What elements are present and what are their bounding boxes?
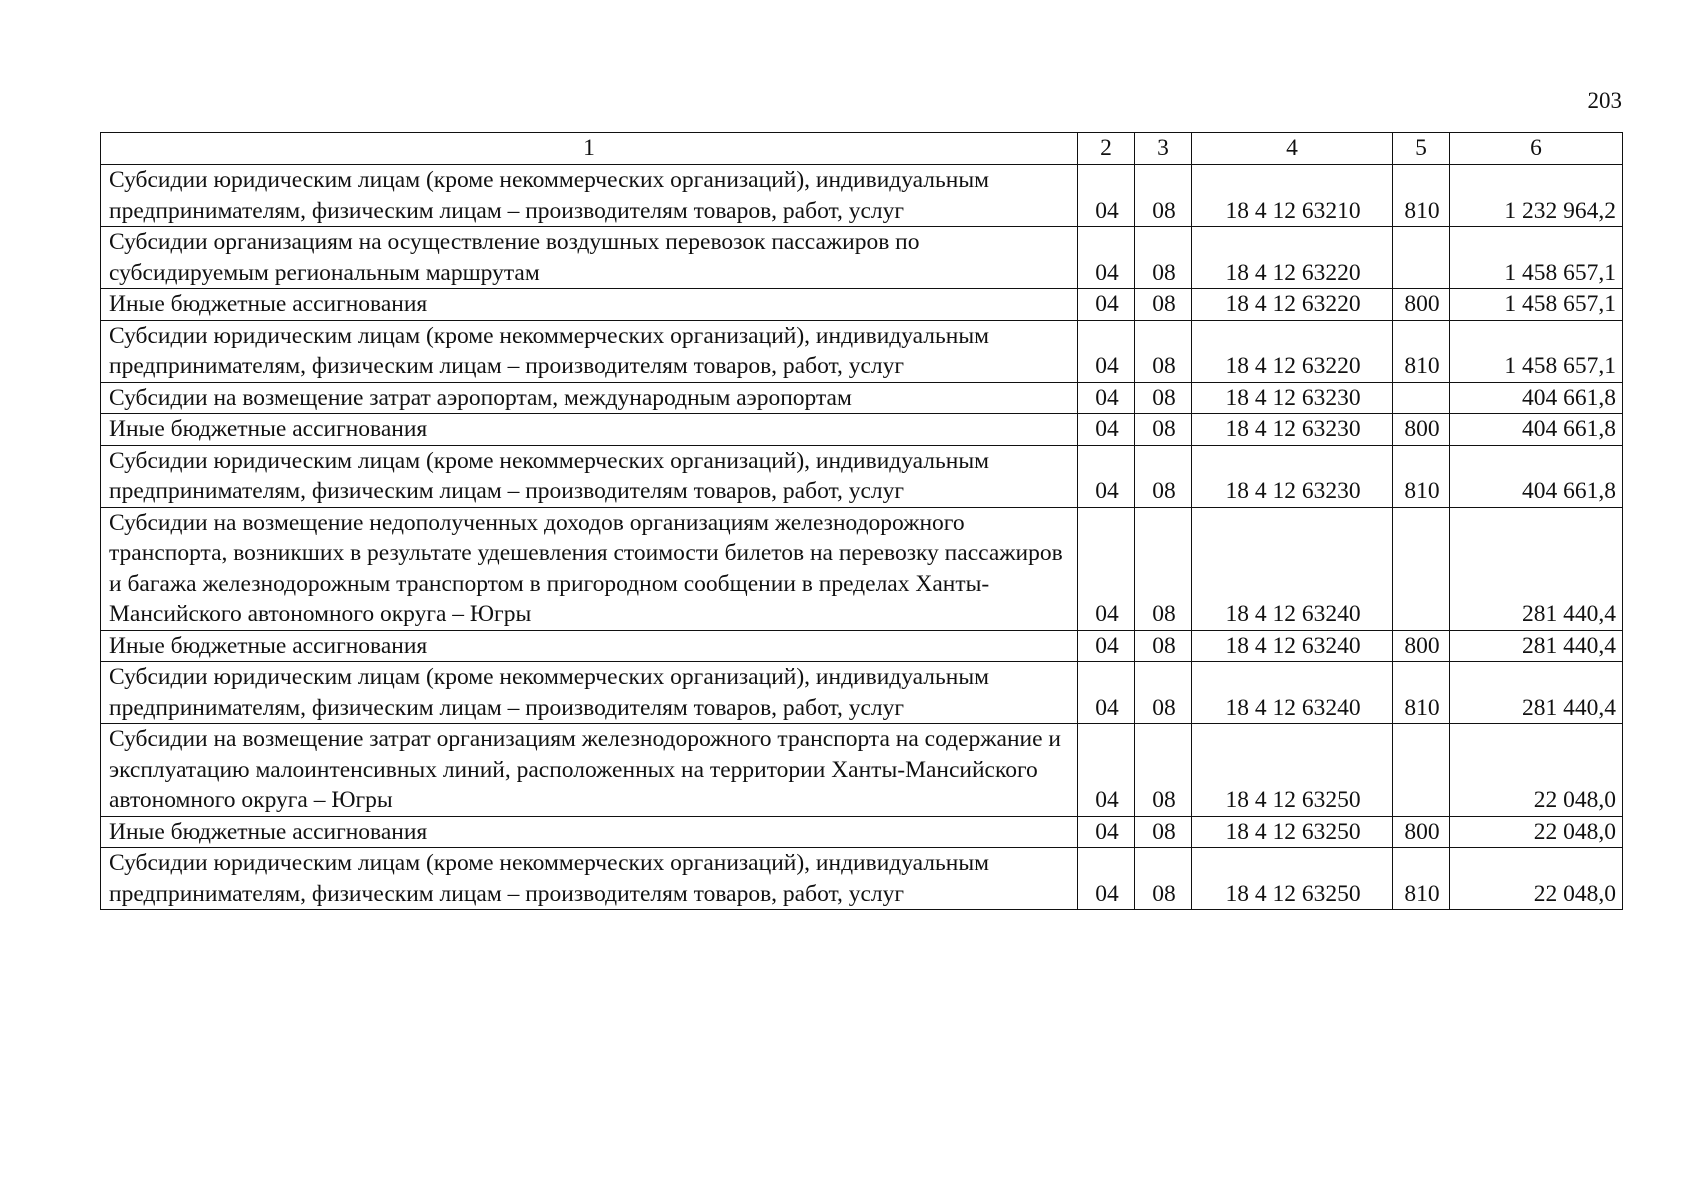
row-name-cell: Иные бюджетные ассигнования [101, 289, 1078, 321]
section-code-cell: 04 [1078, 382, 1135, 414]
table-row [101, 165, 1623, 227]
row-name-cell: Иные бюджетные ассигнования [101, 816, 1078, 848]
amount-cell: 281 440,4 [1450, 662, 1623, 724]
expense-type-cell [1393, 382, 1450, 414]
amount-cell: 281 440,4 [1450, 507, 1623, 630]
amount-cell: 404 661,8 [1450, 382, 1623, 414]
table-row [101, 414, 1623, 446]
table-row [101, 320, 1623, 382]
section-code-cell: 04 [1078, 630, 1135, 662]
expense-type-cell: 800 [1393, 289, 1450, 321]
target-code-cell: 18 4 12 63220 [1192, 320, 1393, 382]
subsection-code-cell: 08 [1135, 320, 1192, 382]
amount-cell: 1 458 657,1 [1450, 289, 1623, 321]
subsection-code-cell: 08 [1135, 227, 1192, 289]
target-code-cell: 18 4 12 63250 [1192, 724, 1393, 817]
expense-type-cell: 810 [1393, 165, 1450, 227]
section-code-cell: 04 [1078, 289, 1135, 321]
section-code-cell: 04 [1078, 507, 1135, 630]
header-col-3: 3 [1135, 133, 1192, 165]
subsection-code-cell: 08 [1135, 445, 1192, 507]
expense-type-cell: 810 [1393, 662, 1450, 724]
row-name-cell: Иные бюджетные ассигнования [101, 630, 1078, 662]
table-row [101, 227, 1623, 289]
row-name-cell: Субсидии юридическим лицам (кроме некоммерческих организаций), индивидуальным предпринимателям, физическим лицам – производителям товаров, работ, услуг [101, 662, 1078, 724]
row-name-cell: Субсидии юридическим лицам (кроме некоммерческих организаций), индивидуальным предпринимателям, физическим лицам – производителям товаров, работ, услуг [101, 848, 1078, 910]
section-code-cell: 04 [1078, 848, 1135, 910]
target-code-cell: 18 4 12 63240 [1192, 507, 1393, 630]
expense-type-cell: 800 [1393, 816, 1450, 848]
expense-type-cell: 810 [1393, 848, 1450, 910]
section-code-cell: 04 [1078, 724, 1135, 817]
expense-type-cell: 800 [1393, 414, 1450, 446]
header-row [101, 133, 1623, 165]
amount-cell: 22 048,0 [1450, 724, 1623, 817]
header-col-2: 2 [1078, 133, 1135, 165]
target-code-cell: 18 4 12 63230 [1192, 382, 1393, 414]
target-code-cell: 18 4 12 63250 [1192, 848, 1393, 910]
table-header [101, 133, 1623, 165]
budget-table [100, 132, 1623, 910]
subsection-code-cell: 08 [1135, 848, 1192, 910]
subsection-code-cell: 08 [1135, 165, 1192, 227]
table-row [101, 662, 1623, 724]
table-row [101, 445, 1623, 507]
subsection-code-cell: 08 [1135, 724, 1192, 817]
header-col-5: 5 [1393, 133, 1450, 165]
expense-type-cell [1393, 507, 1450, 630]
amount-cell: 1 458 657,1 [1450, 320, 1623, 382]
header-col-1: 1 [101, 133, 1078, 165]
header-col-4: 4 [1192, 133, 1393, 165]
amount-cell: 22 048,0 [1450, 816, 1623, 848]
table-body [101, 165, 1623, 910]
section-code-cell: 04 [1078, 445, 1135, 507]
row-name-cell: Субсидии юридическим лицам (кроме некоммерческих организаций), индивидуальным предпринимателям, физическим лицам – производителям товаров, работ, услуг [101, 320, 1078, 382]
expense-type-cell: 810 [1393, 320, 1450, 382]
subsection-code-cell: 08 [1135, 662, 1192, 724]
table-row [101, 507, 1623, 630]
subsection-code-cell: 08 [1135, 414, 1192, 446]
table-row [101, 724, 1623, 817]
table-row [101, 382, 1623, 414]
table-row [101, 816, 1623, 848]
section-code-cell: 04 [1078, 165, 1135, 227]
target-code-cell: 18 4 12 63230 [1192, 414, 1393, 446]
amount-cell: 1 458 657,1 [1450, 227, 1623, 289]
amount-cell: 404 661,8 [1450, 445, 1623, 507]
row-name-cell: Субсидии юридическим лицам (кроме некоммерческих организаций), индивидуальным предпринимателям, физическим лицам – производителям товаров, работ, услуг [101, 445, 1078, 507]
expense-type-cell: 800 [1393, 630, 1450, 662]
row-name-cell: Субсидии на возмещение затрат аэропортам, международным аэропортам [101, 382, 1078, 414]
amount-cell: 281 440,4 [1450, 630, 1623, 662]
subsection-code-cell: 08 [1135, 382, 1192, 414]
expense-type-cell [1393, 227, 1450, 289]
target-code-cell: 18 4 12 63240 [1192, 630, 1393, 662]
section-code-cell: 04 [1078, 414, 1135, 446]
subsection-code-cell: 08 [1135, 289, 1192, 321]
subsection-code-cell: 08 [1135, 507, 1192, 630]
target-code-cell: 18 4 12 63220 [1192, 227, 1393, 289]
target-code-cell: 18 4 12 63230 [1192, 445, 1393, 507]
subsection-code-cell: 08 [1135, 816, 1192, 848]
expense-type-cell [1393, 724, 1450, 817]
section-code-cell: 04 [1078, 662, 1135, 724]
target-code-cell: 18 4 12 63240 [1192, 662, 1393, 724]
section-code-cell: 04 [1078, 227, 1135, 289]
header-col-6: 6 [1450, 133, 1623, 165]
row-name-cell: Субсидии организациям на осуществление воздушных перевозок пассажиров по субсидируемым региональным маршрутам [101, 227, 1078, 289]
target-code-cell: 18 4 12 63250 [1192, 816, 1393, 848]
subsection-code-cell: 08 [1135, 630, 1192, 662]
amount-cell: 404 661,8 [1450, 414, 1623, 446]
expense-type-cell: 810 [1393, 445, 1450, 507]
page-number: 203 [1587, 88, 1622, 113]
table-row [101, 848, 1623, 910]
row-name-cell: Субсидии на возмещение затрат организациям железнодорожного транспорта на содержание и эксплуатацию малоинтенсивных линий, расположенных на территории Ханты-Мансийского автономного округа – Югры [101, 724, 1078, 817]
target-code-cell: 18 4 12 63210 [1192, 165, 1393, 227]
section-code-cell: 04 [1078, 816, 1135, 848]
table-row [101, 289, 1623, 321]
row-name-cell: Иные бюджетные ассигнования [101, 414, 1078, 446]
section-code-cell: 04 [1078, 320, 1135, 382]
table-row [101, 630, 1623, 662]
row-name-cell: Субсидии на возмещение недополученных доходов организациям железнодорожного транспорта, возникших в результате удешевления стоимости билетов на перевозку пассажиров и багажа железнодорожным транспортом в пригородном сообщении в пределах Ханты-Мансийского автономного округа – Югры [101, 507, 1078, 630]
target-code-cell: 18 4 12 63220 [1192, 289, 1393, 321]
amount-cell: 1 232 964,2 [1450, 165, 1623, 227]
row-name-cell: Субсидии юридическим лицам (кроме некоммерческих организаций), индивидуальным предпринимателям, физическим лицам – производителям товаров, работ, услуг [101, 165, 1078, 227]
amount-cell: 22 048,0 [1450, 848, 1623, 910]
